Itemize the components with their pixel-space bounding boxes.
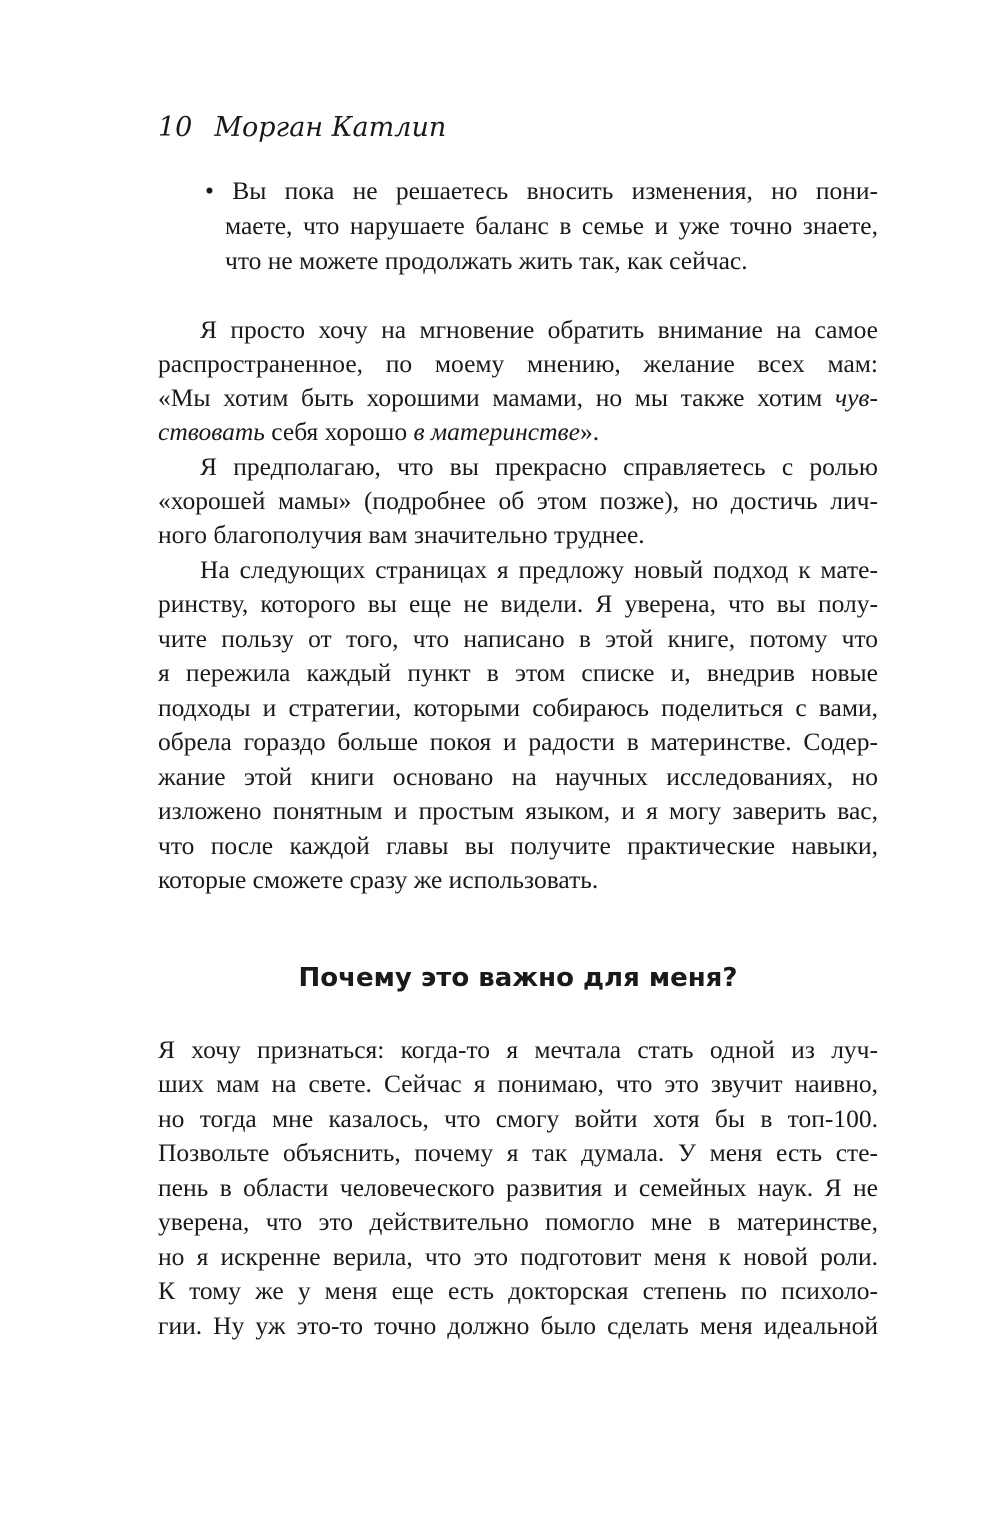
paragraph3-line-4: я пережила каждый пункт в этом списке и, внедрив новые [158, 658, 878, 687]
paragraph3-line-9: что после каждой главы вы получите практические навыки, [158, 831, 878, 860]
author-name: Морган Катлип [214, 112, 447, 143]
paragraph4-line-9: гии. Ну уж это-то точно должно было сделать меня идеальной [158, 1311, 878, 1340]
paragraph4-line-5: пень в области человеческого развития и семейных наук. Я не [158, 1173, 878, 1202]
paragraph2-line-1: Я предполагаю, что вы прекрасно справляетесь с ролью [200, 452, 878, 481]
paragraph1-line-4: ствовать себя хорошо в материнстве». [158, 417, 600, 446]
bullet-line-2: маете, что нарушаете баланс в семье и уже точно знаете, [225, 211, 878, 240]
paragraph2-line-2: «хорошей мамы» (подробнее об этом позже), но достичь лич- [158, 486, 878, 515]
paragraph4-line-1: Я хочу признаться: когда-то я мечтала стать одной из луч- [158, 1035, 878, 1064]
paragraph4-line-8: К тому же у меня еще есть докторская степень по психоло- [158, 1276, 878, 1305]
paragraph4-line-4: Позвольте объяснить, почему я так думала. У меня есть сте- [158, 1138, 878, 1167]
bullet-line-3: что не можете продолжать жить так, как сейчас. [225, 246, 748, 275]
emphasis-text: ствовать [158, 417, 265, 446]
bullet-line-1: • Вы пока не решаетесь вносить изменения, но пони- [205, 176, 878, 205]
paragraph3-line-5: подходы и стратегии, которыми собираюсь поделиться с вами, [158, 693, 878, 722]
paragraph3-line-8: изложено понятным и простым языком, и я могу заверить вас, [158, 796, 878, 825]
paragraph4-line-3: но тогда мне казалось, что смогу войти хотя бы в топ-100. [158, 1104, 878, 1133]
emphasis-text: в материнстве [413, 417, 580, 446]
page-number: 10 [158, 112, 193, 143]
running-head [158, 112, 446, 143]
paragraph3-line-6: обрела гораздо больше покоя и радости в материнстве. Содер- [158, 727, 878, 756]
paragraph3-line-10: которые сможете сразу же использовать. [158, 865, 599, 894]
paragraph4-line-2: ших мам на свете. Сейчас я понимаю, что это звучит наивно, [158, 1069, 878, 1098]
paragraph3-line-3: чите пользу от того, что написано в этой книге, потому что [158, 624, 878, 653]
paragraph3-line-7: жание этой книги основано на научных исследованиях, но [158, 762, 878, 791]
paragraph1-line-1: Я просто хочу на мгновение обратить внимание на самое [200, 315, 878, 344]
paragraph3-line-2: ринству, которого вы еще не видели. Я уверена, что вы полу- [158, 589, 878, 618]
emphasis-text: чув- [834, 383, 878, 412]
section-heading: Почему это важно для меня? [298, 963, 738, 993]
paragraph1-line-3: «Мы хотим быть хорошими мамами, но мы также хотим чув- [158, 383, 878, 412]
paragraph3-line-1: На следующих страницах я предложу новый подход к мате- [200, 555, 878, 584]
paragraph4-line-7: но я искренне верила, что это подготовит меня к новой роли. [158, 1242, 878, 1271]
paragraph1-line-2: распространенное, по моему мнению, желание всех мам: [158, 349, 878, 378]
paragraph4-line-6: уверена, что это действительно помогло мне в материнстве, [158, 1207, 878, 1236]
paragraph2-line-3: ного благополучия вам значительно труднее. [158, 520, 645, 549]
